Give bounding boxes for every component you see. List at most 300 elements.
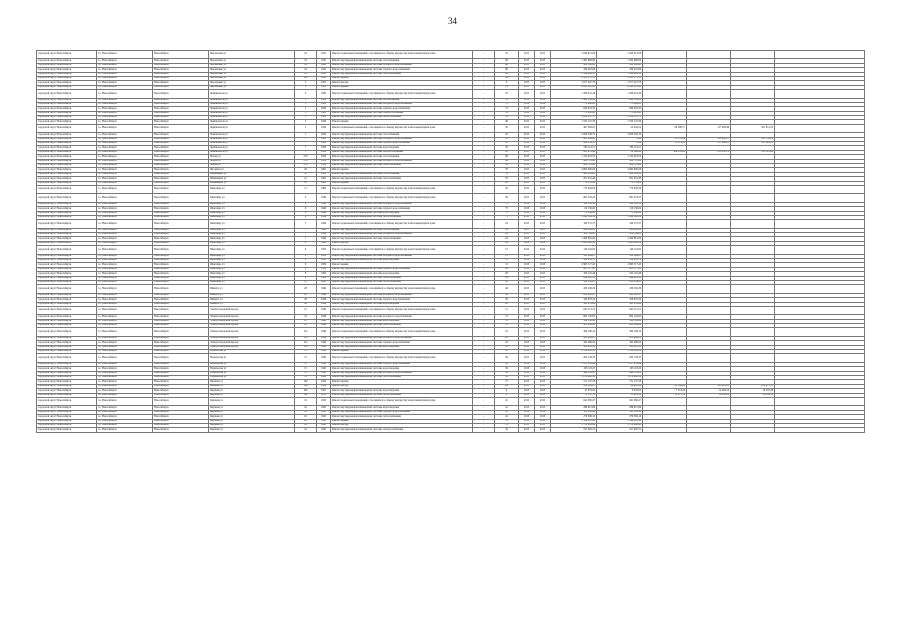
build-year-cell: 1941 [317,63,331,67]
district-cell: г.о. Новосибирск [97,241,153,245]
street-cell: Шамшиных ул [209,181,295,185]
district-cell: г.о. Новосибирск [97,72,153,76]
wear-percent-cell: 36 [495,371,519,375]
local-cost-cell [687,185,731,193]
municipality-cell: городской округ Новосибирск [37,267,97,271]
work-type-cell: Ремонт внутридомовой инженерной системы теплоснабжения [331,215,473,219]
total-cost-cell: 641 220,47 [551,293,597,297]
wear-percent-cell: 69 [495,72,519,76]
wear-percent-cell: 29 [495,272,519,276]
wear-percent-cell: 20 [495,181,519,185]
municipality-cell: городской округ Новосибирск [37,397,97,405]
build-year-cell: 1929 [317,137,331,141]
district-cell: г.о. Новосибирск [97,328,153,336]
end-year-cell: 2015 [535,120,551,124]
district-cell: г.о. Новосибирск [97,263,153,267]
settlement-cell: Новосибирск [153,410,209,414]
total-cost-cell: 467 589,91 [551,124,597,132]
district-cell: г.о. Новосибирск [97,172,153,176]
municipality-cell: городской округ Новосибирск [37,150,97,154]
owners-cost-cell: 16 435,29 [731,389,775,393]
wear-percent-cell: 15 [495,315,519,319]
municipality-cell: городской округ Новосибирск [37,81,97,85]
unit-cell: - [473,389,495,393]
district-cell: г.о. Новосибирск [97,207,153,211]
wear-percent-cell: 75 [495,215,519,219]
work-type-cell: Ремонт внутридомовой инженерной системы водоотведения [331,389,473,393]
total-cost-cell: 488 516,02 [551,172,597,176]
house-number-cell: 276 [295,163,317,167]
unit-cell: - [473,215,495,219]
street-cell: Шмидта ул [209,293,295,297]
house-number-cell: 6 [295,215,317,219]
house-number-cell: 7 [295,142,317,146]
municipality-cell: городской округ Новосибирск [37,163,97,167]
note-cell [775,328,865,336]
house-number-cell: 16 [295,428,317,432]
owners-cost-cell: 211 325,96 [731,150,775,154]
work-type-cell: Ремонт внутридомовой инженерной системы теплоснабжения [331,72,473,76]
municipality-cell: городской округ Новосибирск [37,137,97,141]
house-number-cell: 7 [295,220,317,228]
street-cell: Шекспира ул [209,246,295,254]
table-row [37,306,865,314]
start-year-cell: 2015 [519,215,535,219]
fund-cost-cell: 324 188,80 [597,319,643,323]
wear-percent-cell: 41 [495,406,519,410]
total-cost-cell: 4 200 110,93 [551,85,597,89]
start-year-cell: 2015 [519,68,535,72]
unit-cell: - [473,285,495,293]
work-type-cell: Ремонт внутридомовой инженерной системы теплоснабжения [331,276,473,280]
total-cost-cell: 1 260 881,02 [551,237,597,241]
build-year-cell: 1941 [317,68,331,72]
unit-cell: - [473,85,495,89]
house-number-cell: 9 [295,263,317,267]
table-row [37,124,865,132]
unit-cell: - [473,259,495,263]
fund-cost-cell: 0,00 [597,137,643,141]
fund-cost-cell: 22 444,54 [597,124,643,132]
wear-percent-cell: 35 [495,116,519,120]
fund-cost-cell: 110 136,02 [597,207,643,211]
build-year-cell: 1955 [317,393,331,397]
start-year-cell: 2015 [519,272,535,276]
work-type-cell: Ремонт внутридомовой инженерной системы теплоснабжения [331,116,473,120]
settlement-cell: Новосибирск [153,76,209,80]
municipality-cell: городской округ Новосибирск [37,233,97,237]
house-number-cell: 12 [295,315,317,319]
house-number-cell: 13 [295,354,317,362]
street-cell: Шекспира ул [209,185,295,193]
house-number-cell: 8 [295,259,317,263]
street-cell: Чемпионатов ул [209,90,295,98]
district-cell: г.о. Новосибирск [97,341,153,345]
district-cell: г.о. Новосибирск [97,181,153,185]
regional-cost-cell [643,285,687,293]
work-type-cell: Ремонт внутридомовой инженерной системы водоотведения [331,272,473,276]
settlement-cell: Новосибирск [153,202,209,206]
end-year-cell: 2015 [535,228,551,232]
total-cost-cell: 1 276 442,18 [551,376,597,380]
street-cell: Якушева ул [209,423,295,427]
fund-cost-cell: 641 220,47 [597,293,643,297]
house-number-cell: 12 [295,172,317,176]
settlement-cell: Новосибирск [153,228,209,232]
end-year-cell: 2015 [535,233,551,237]
street-cell: Якушева ул [209,428,295,432]
total-cost-cell: 1 640 612,06 [551,51,597,59]
local-cost-cell [687,220,731,228]
note-cell [775,220,865,228]
wear-percent-cell: 24 [495,228,519,232]
build-year-cell: 1945 [317,410,331,414]
street-cell: Шекспира ул [209,280,295,284]
house-number-cell: 15 [295,367,317,371]
street-cell: Чкаловские ул [209,68,295,72]
unit-cell: - [473,116,495,120]
wear-percent-cell: 41 [495,415,519,419]
street-cell: Шмидта ул [209,302,295,306]
total-cost-cell: 201 031,40 [551,177,597,181]
table-row [37,90,865,98]
district-cell: г.о. Новосибирск [97,220,153,228]
fund-cost-cell: 2 156 062,13 [597,350,643,354]
total-cost-cell: 110 136,02 [551,207,597,211]
street-cell: Якушева ул [209,406,295,410]
fund-cost-cell: 453 464,61 [597,336,643,340]
fund-cost-cell: 420 712,60 [597,159,643,163]
district-cell: г.о. Новосибирск [97,142,153,146]
work-type-cell: Ремонт крыши [331,85,473,89]
street-cell: Шекспира ул [209,237,295,241]
fund-cost-cell: 1 349 803,86 [597,419,643,423]
district-cell: г.о. Новосибирск [97,133,153,137]
local-cost-cell: 213 832,74 [687,150,731,154]
note-cell [775,354,865,362]
street-cell: Электрозаводский проезд [209,306,295,314]
street-cell: Шекспира ул [209,276,295,280]
district-cell: г.о. Новосибирск [97,116,153,120]
settlement-cell: Новосибирск [153,146,209,150]
house-number-cell: 5 [295,81,317,85]
settlement-cell: Новосибирск [153,72,209,76]
local-cost-cell [687,306,731,314]
unit-cell: - [473,81,495,85]
start-year-cell: 2015 [519,163,535,167]
settlement-cell: Новосибирск [153,124,209,132]
unit-cell: - [473,336,495,340]
municipality-cell: городской округ Новосибирск [37,102,97,106]
end-year-cell: 2015 [535,215,551,219]
unit-cell: - [473,406,495,410]
total-cost-cell: 571 137,58 [551,380,597,384]
owners-cost-cell [731,397,775,405]
settlement-cell: Новосибирск [153,285,209,293]
unit-cell: - [473,328,495,336]
wear-percent-cell: 15 [495,246,519,254]
fund-cost-cell: 1 260 041,29 [597,90,643,98]
start-year-cell: 2015 [519,172,535,176]
work-type-cell: Ремонт внутридомовой инженерной системы холодного водоснабжения [331,233,473,237]
end-year-cell: 2015 [535,211,551,215]
wear-percent-cell: 75 [495,102,519,106]
start-year-cell: 2015 [519,336,535,340]
regional-cost-cell [643,306,687,314]
wear-percent-cell: 45 [495,137,519,141]
start-year-cell: 2015 [519,362,535,366]
house-number-cell: 15 [295,362,317,366]
wear-percent-cell: 75 [495,207,519,211]
street-cell: Электрозаводский проезд [209,345,295,349]
street-cell: Шамшиных ул [209,172,295,176]
district-cell: г.о. Новосибирск [97,228,153,232]
fund-cost-cell: 420 712,60 [597,163,643,167]
start-year-cell: 2015 [519,371,535,375]
house-number-cell: 5 [295,194,317,202]
settlement-cell: Новосибирск [153,415,209,419]
total-cost-cell: 1 117 652,86 [551,362,597,366]
start-year-cell: 2015 [519,59,535,63]
settlement-cell: Новосибирск [153,397,209,405]
fund-cost-cell: 430 166,29 [597,285,643,293]
unit-cell: - [473,107,495,111]
total-cost-cell: 1 243 000,16 [551,241,597,245]
work-type-cell: Ремонт внутридомовой инженерной системы холодного водоснабжения [331,63,473,67]
unit-cell: - [473,315,495,319]
total-cost-cell: 71 164,92 [551,211,597,215]
municipality-cell: городской округ Новосибирск [37,272,97,276]
fund-cost-cell: 386 784,63 [597,233,643,237]
unit-cell: - [473,124,495,132]
settlement-cell: Новосибирск [153,393,209,397]
house-number-cell: 16 [295,406,317,410]
unit-cell: - [473,207,495,211]
work-type-cell: Ремонт внутридомовой инженерной системы водоотведения [331,319,473,323]
table-row [37,246,865,254]
end-year-cell: 2015 [535,68,551,72]
house-number-cell: 5 [295,116,317,120]
start-year-cell: 2015 [519,228,535,232]
district-cell: г.о. Новосибирск [97,51,153,59]
fund-cost-cell: 0,00 [597,142,643,146]
unit-cell: - [473,211,495,215]
municipality-cell: городской округ Новосибирск [37,51,97,59]
house-number-cell: 9 [295,276,317,280]
house-number-cell: 164 [295,384,317,388]
wear-percent-cell: 69 [495,155,519,159]
district-cell: г.о. Новосибирск [97,259,153,263]
municipality-cell: городской округ Новосибирск [37,285,97,293]
street-cell: Якушева ул [209,389,295,393]
build-year-cell: 1952 [317,81,331,85]
fund-cost-cell: 891 523,23 [597,194,643,202]
end-year-cell: 2015 [535,272,551,276]
district-cell: г.о. Новосибирск [97,354,153,362]
settlement-cell: Новосибирск [153,168,209,172]
fund-cost-cell: 571 137,58 [597,380,643,384]
total-cost-cell: 896 612,50 [551,276,597,280]
owners-cost-cell [731,428,775,432]
end-year-cell: 2015 [535,336,551,340]
fund-cost-cell: 775 618,45 [597,111,643,115]
municipality-cell: городской округ Новосибирск [37,324,97,328]
district-cell: г.о. Новосибирск [97,194,153,202]
municipality-cell: городской округ Новосибирск [37,423,97,427]
total-cost-cell: 160 572,37 [551,220,597,228]
work-type-cell: Ремонт внутридомовой инженерной системы газоснабжения [331,155,473,159]
wear-percent-cell: 24 [495,233,519,237]
district-cell: г.о. Новосибирск [97,362,153,366]
build-year-cell: 1929 [317,120,331,124]
district-cell: г.о. Новосибирск [97,319,153,323]
fund-cost-cell: 339 022,66 [597,68,643,72]
street-cell: Якушева ул [209,415,295,419]
local-cost-cell [687,285,731,293]
street-cell: Чкаловские ул [209,72,295,76]
fund-cost-cell: 146 116,62 [597,246,643,254]
settlement-cell: Новосибирск [153,362,209,366]
fund-cost-cell: 504 658,72 [597,259,643,263]
start-year-cell: 2015 [519,367,535,371]
district-cell: г.о. Новосибирск [97,415,153,419]
build-year-cell: 1946 [317,211,331,215]
street-cell: Норильская ул [209,371,295,375]
house-number-cell: 28 [295,302,317,306]
start-year-cell: 2015 [519,98,535,102]
total-cost-cell: 1 349 803,86 [551,419,597,423]
end-year-cell: 2015 [535,241,551,245]
street-cell: Электрозаводский проезд [209,336,295,340]
local-cost-cell [687,90,731,98]
house-number-cell: 164 [295,389,317,393]
street-cell: Шекспира ул [209,220,295,228]
total-cost-cell: 420 712,60 [551,159,597,163]
regional-cost-cell [643,220,687,228]
settlement-cell: Новосибирск [153,59,209,63]
start-year-cell: 2015 [519,120,535,124]
wear-percent-cell: 36 [495,367,519,371]
district-cell: г.о. Новосибирск [97,202,153,206]
street-cell: Чемпионатов ул [209,120,295,124]
settlement-cell: Новосибирск [153,237,209,241]
settlement-cell: Новосибирск [153,302,209,306]
build-year-cell: 1950 [317,259,331,263]
street-cell: Норильская ул [209,362,295,366]
house-number-cell: 16 [295,419,317,423]
unit-cell: - [473,155,495,159]
build-year-cell: 1929 [317,142,331,146]
fund-cost-cell: 305 128,42 [597,410,643,414]
build-year-cell: 1929 [317,116,331,120]
build-year-cell: 1945 [317,397,331,405]
end-year-cell: 2015 [535,59,551,63]
start-year-cell: 2015 [519,155,535,159]
unit-cell: - [473,280,495,284]
work-type-cell: Ремонт внутридомовой инженерной системы теплоснабжения [331,376,473,380]
owners-cost-cell [731,185,775,193]
unit-cell: - [473,367,495,371]
house-number-cell: 5 [295,98,317,102]
unit-cell: - [473,137,495,141]
work-type-cell: Ремонт внутридомовой инженерной системы горячего водоснабжения [331,410,473,414]
start-year-cell: 2015 [519,306,535,314]
district-cell: г.о. Новосибирск [97,90,153,98]
total-cost-cell: 1 716 606,40 [551,423,597,427]
end-year-cell: 2015 [535,319,551,323]
settlement-cell: Новосибирск [153,384,209,388]
house-number-cell: 164 [295,380,317,384]
municipality-cell: городской округ Новосибирск [37,237,97,241]
work-type-cell: Ремонт внутридомовой инженерной системы холодного водоснабжения [331,371,473,375]
start-year-cell: 2015 [519,263,535,267]
work-type-cell: Ремонт внутридомовой инженерной системы теплоснабжения [331,415,473,419]
build-year-cell: 1949 [317,241,331,245]
unit-cell: - [473,237,495,241]
settlement-cell: Новосибирск [153,102,209,106]
municipality-cell: городской округ Новосибирск [37,371,97,375]
start-year-cell: 2015 [519,419,535,423]
end-year-cell: 2015 [535,102,551,106]
start-year-cell: 2015 [519,267,535,271]
end-year-cell: 2015 [535,267,551,271]
build-year-cell: 1959 [317,276,331,280]
municipality-cell: городской округ Новосибирск [37,124,97,132]
work-type-cell: Ремонт подвальных помещений, относящихся к общему имуществу в многоквартирном доме [331,124,473,132]
total-cost-cell: 645 112,51 [551,306,597,314]
end-year-cell: 2015 [535,376,551,380]
unit-cell: - [473,298,495,302]
fund-cost-cell: 1 260 881,02 [597,237,643,241]
fund-cost-cell: 1 117 652,86 [597,362,643,366]
house-number-cell: 12а [295,341,317,345]
end-year-cell: 2015 [535,293,551,297]
street-cell: Электрозаводский проезд [209,328,295,336]
fund-cost-cell: 4 082 600,08 [597,168,643,172]
wear-percent-cell: 29 [495,298,519,302]
work-type-cell: Ремонт внутридомовой инженерной системы холодного водоснабжения [331,137,473,141]
municipality-cell: городской округ Новосибирск [37,111,97,115]
municipality-cell: городской округ Новосибирск [37,293,97,297]
unit-cell: - [473,202,495,206]
unit-cell: - [473,181,495,185]
end-year-cell: 2015 [535,142,551,146]
start-year-cell: 2015 [519,354,535,362]
unit-cell: - [473,150,495,154]
total-cost-cell: 1 466 384,91 [551,98,597,102]
street-cell: Шамшиных ул [209,177,295,181]
end-year-cell: 2015 [535,306,551,314]
wear-percent-cell: 45 [495,142,519,146]
settlement-cell: Новосибирск [153,406,209,410]
start-year-cell: 2015 [519,415,535,419]
settlement-cell: Новосибирск [153,81,209,85]
fund-cost-cell: 1 265 668,90 [597,59,643,63]
district-cell: г.о. Новосибирск [97,68,153,72]
house-number-cell: 12 [295,306,317,314]
street-cell: Шекспира ул [209,233,295,237]
work-type-cell: Ремонт подвальных помещений, относящихся к общему имуществу в многоквартирном доме [331,328,473,336]
street-cell: Якушева ул [209,397,295,405]
municipality-cell: городской округ Новосибирск [37,362,97,366]
work-type-cell: Ремонт внутридомовой инженерной системы теплоснабжения [331,280,473,284]
house-number-cell: 19 [295,68,317,72]
work-type-cell: Ремонт подвальных помещений, относящихся к общему имуществу в многоквартирном доме [331,51,473,59]
total-cost-cell: 805 979,46 [551,150,597,154]
build-year-cell: 1941 [317,72,331,76]
total-cost-cell: 420 974,31 [551,142,597,146]
table-row [37,285,865,293]
